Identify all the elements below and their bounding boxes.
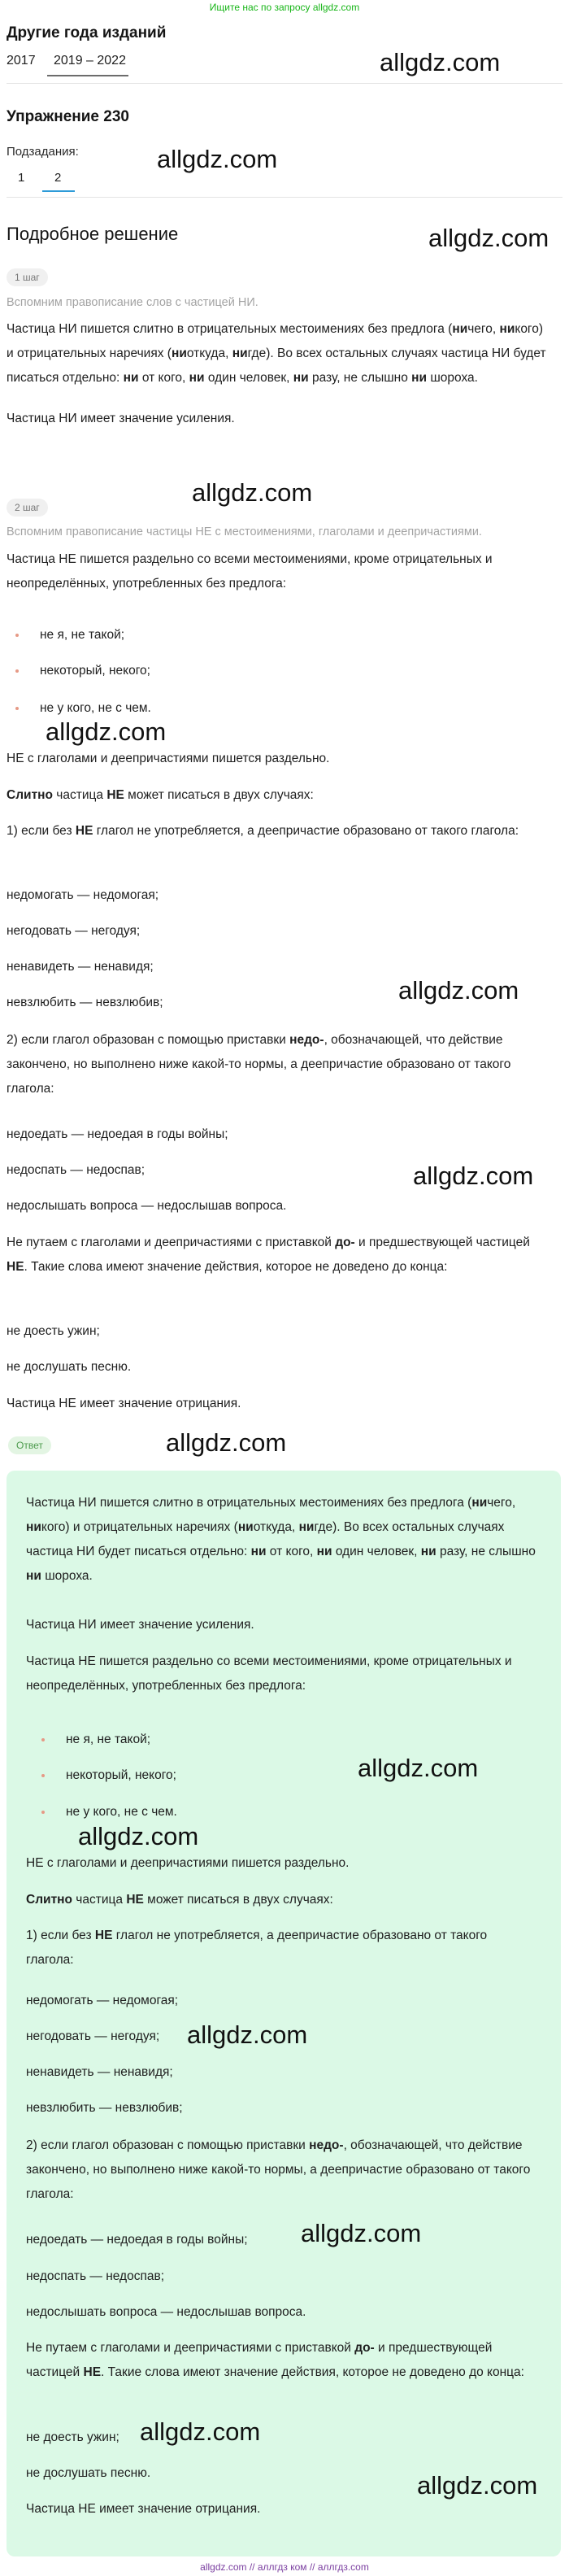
solution-heading: Подробное решение <box>7 224 179 244</box>
watermark: allgdz.com <box>301 2219 422 2247</box>
step-2-paragraph: 2) если глагол образован с помощью приставки недо-, обозначающей, что действие закончено, но выполнено ниже какой-то нормы, а деепричастие образовано от такого глагола: <box>7 1033 511 1096</box>
answer-paragraph: Частица НИ пишется слитно в отрицательных местоимениях без предлога (ничего, никого) и отрицательных наречиях (ниоткуда, нигде). Во всех остальных случаях частица НИ будет писаться отдельно: ни от кого, ни один человек, ни разу, не слышно ни шороха. <box>26 1496 536 1583</box>
answer-paragraph: Частица НЕ пишется раздельно со всеми местоимениями, кроме отрицательных и неопределённых, употребленных без предлога: <box>26 1654 512 1693</box>
watermark: allgdz.com <box>380 48 501 76</box>
example-line: недоедать — недоедая в годы войны; <box>7 1127 228 1141</box>
editions-title: Другие года изданий <box>7 24 167 41</box>
example-line: не дослушать песню. <box>7 1360 132 1374</box>
answer-paragraph: 2) если глагол образован с помощью приставки недо-, обозначающей, что действие закончено, но выполнено ниже какой-то нормы, а деепричастие образовано от такого глагола: <box>26 2138 531 2201</box>
example-line: недослышать вопроса — недослышав вопроса. <box>26 2305 306 2319</box>
bullet-dot <box>15 669 19 673</box>
example-line: не доесть ужин; <box>7 1324 100 1338</box>
step-1-badge: 1 шаг <box>7 268 48 286</box>
example-line: невзлюбить — невзлюбив; <box>26 2101 183 2115</box>
answer-paragraph: Частица НЕ имеет значение отрицания. <box>26 2502 261 2516</box>
example-line: ненавидеть — ненавидя; <box>26 2065 173 2079</box>
step-2-paragraph: Частица НЕ имеет значение отрицания. <box>7 1397 241 1410</box>
bullet-dot <box>15 707 19 710</box>
example-line: ненавидеть — ненавидя; <box>7 960 154 974</box>
example-line: недослышать вопроса — недослышав вопроса. <box>7 1199 287 1213</box>
step-2-paragraph: НЕ с глаголами и деепричастиями пишется раздельно. <box>7 752 330 765</box>
exercise-title: Упражнение 230 <box>7 108 129 125</box>
watermark: allgdz.com <box>417 2471 538 2500</box>
step-2-paragraph: 1) если без НЕ глагол не употребляется, а деепричастие образовано от такого глагола: <box>7 824 519 838</box>
subtasks-label: Подзадания: <box>7 145 79 159</box>
example-line: невзлюбить — невзлюбив; <box>7 996 163 1009</box>
edition-tab-2017[interactable]: 2017 <box>7 54 36 68</box>
watermark: allgdz.com <box>413 1162 534 1190</box>
watermark: allgdz.com <box>187 2020 308 2049</box>
bullet-dot <box>41 1738 45 1741</box>
step-1-paragraph: Частица НИ пишется слитно в отрицательных местоимениях без предлога (ничего, никого) и отрицательных наречиях (ниоткуда, нигде). Во всех остальных случаях частица НИ будет писаться отдельно: ни от кого, ни один человек, ни разу, не слышно ни шороха. <box>7 322 546 385</box>
step-1-hint: Вспомним правописание слов с частицей НИ. <box>7 296 258 309</box>
watermark: allgdz.com <box>428 224 549 252</box>
step-2-paragraph: Не путаем с глаголами и деепричастиями с приставкой до- и предшествующей частицей НЕ. Такие слова имеют значение действия, которое не доведено до конца: <box>7 1236 530 1274</box>
watermark: allgdz.com <box>398 976 519 1005</box>
divider <box>7 197 562 198</box>
example-line: недомогать — недомогая; <box>7 888 159 902</box>
watermark: allgdz.com <box>46 717 167 746</box>
step-2-hint: Вспомним правописание частицы НЕ с местоимениями, глаголами и деепричастиями. <box>7 525 482 538</box>
edition-tab-active-underline <box>47 75 128 76</box>
bullet-dot <box>41 1774 45 1777</box>
example-line: не доесть ужин; <box>26 2430 119 2444</box>
search-hint-banner[interactable]: Ищите нас по запросу allgdz.com <box>209 2 360 13</box>
step-2-badge: 2 шаг <box>7 499 48 517</box>
example-line: негодовать — негодуя; <box>7 924 141 938</box>
answer-paragraph: Частица НИ имеет значение усиления. <box>26 1618 254 1632</box>
answer-paragraph: НЕ с глаголами и деепричастиями пишется раздельно. <box>26 1856 350 1870</box>
edition-tab-2019-2022[interactable]: 2019 – 2022 <box>54 54 126 68</box>
divider <box>7 83 562 84</box>
example-line: недоедать — недоедая в годы войны; <box>26 2233 248 2247</box>
example-line: негодовать — негодуя; <box>26 2029 160 2043</box>
watermark: allgdz.com <box>157 145 278 173</box>
bullet-dot <box>15 634 19 637</box>
answer-paragraph: 1) если без НЕ глагол не употребляется, а деепричастие образовано от такого глагола: <box>26 1929 488 1967</box>
subtask-active-underline <box>42 190 75 192</box>
example-line: недоспать — недоспав; <box>26 2269 165 2283</box>
answer-paragraph: Слитно частица НЕ может писаться в двух случаях: <box>26 1893 333 1907</box>
example-line: недоспать — недоспав; <box>7 1163 146 1177</box>
step-2-paragraph: Слитно частица НЕ может писаться в двух случаях: <box>7 788 314 802</box>
bullet-dot <box>41 1811 45 1814</box>
answer-badge: Ответ <box>8 1436 51 1454</box>
footer-links[interactable]: allgdz.com // аллгдз ком // аллгдз.com <box>200 2561 369 2573</box>
example-line: не дослушать песню. <box>26 2466 151 2480</box>
subtask-1[interactable]: 1 <box>18 171 25 185</box>
answer-box: Частица НИ пишется слитно в отрицательных местоимениях без предлога (ничего, никого) и отрицательных наречиях (ниоткуда, нигде). Во всех остальных случаях частица НИ будет писаться отдельно: ни от кого, ни один человек, ни разу, не слышно ни шороха. Частица НИ имеет значение усиления. Частица НЕ пишется раздельно со всеми местоимениями, кроме отрицательных и неопределённых, употребленных без предлога: не я, не такой; некоторый, некого; не у кого, не с чем. allgdz.com allgdz.com НЕ с глаголами и деепричастиями пишется раздельно. Слитно частица НЕ может писаться в двух случаях: 1) если без НЕ глагол не употребляется, а деепричастие образовано от такого глагола: недомогать — недомогая; негодовать — негодуя; allgdz.com ненавидеть — ненавидя; невзлюбить — невзлюбив; 2) если глагол образован с помощью приставки недо-, обозначающей, что действие закончено, но выполнено ниже какой-то нормы, а деепричастие образовано от такого глагола: недоедать — недоедая в годы войны; allgdz.com недоспать — недоспав; недослышать вопроса — недослышав вопроса. Не путаем с глаголами и деепричастиями с приставкой до- и предшествующей частицей НЕ. Такие слова имеют значение действия, которое не доведено до конца: не доесть ужин; allgdz.com не дослушать песню. Частица НЕ имеет значение отрицания. allgdz.com <box>7 1471 561 2556</box>
subtask-2[interactable]: 2 <box>54 171 62 185</box>
watermark: allgdz.com <box>78 1822 199 1850</box>
watermark: allgdz.com <box>358 1754 479 1782</box>
watermark: allgdz.com <box>192 478 313 507</box>
step-1-paragraph: Частица НИ имеет значение усиления. <box>7 412 235 425</box>
watermark: allgdz.com <box>166 1428 287 1457</box>
example-line: недомогать — недомогая; <box>26 1994 179 2007</box>
watermark: allgdz.com <box>140 2417 261 2446</box>
step-2-paragraph: Частица НЕ пишется раздельно со всеми местоимениями, кроме отрицательных и неопределённых, употребленных без предлога: <box>7 552 493 591</box>
answer-paragraph: Не путаем с глаголами и деепричастиями с приставкой до- и предшествующей частицей НЕ. Такие слова имеют значение действия, которое не доведено до конца: <box>26 2341 524 2379</box>
